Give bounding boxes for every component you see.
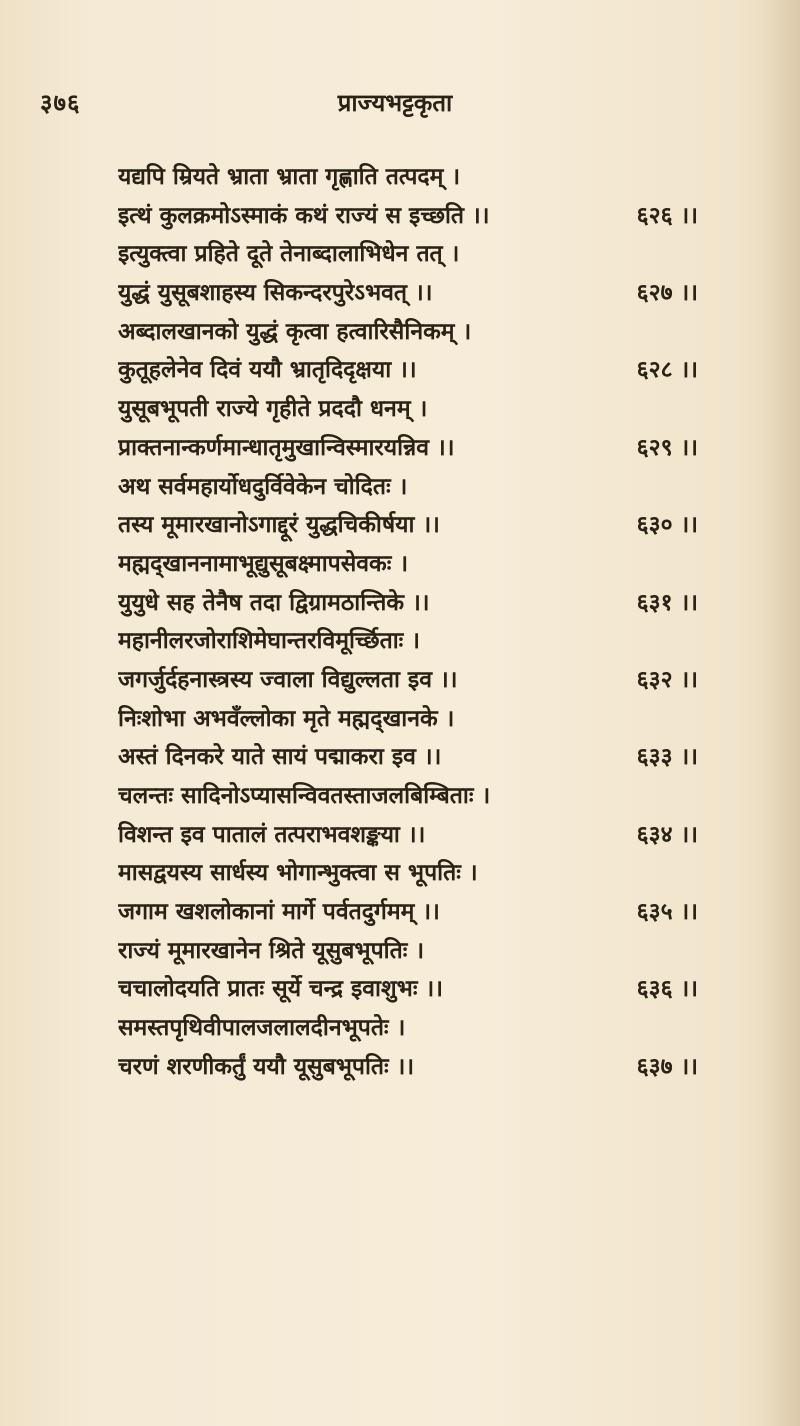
verse-number: ६३६ ।। [636, 975, 698, 1003]
verse-line [118, 970, 698, 1009]
verse-line [118, 854, 698, 893]
verse-line [118, 622, 698, 661]
verse-text: चचालोदयति प्रातः सूर्ये चन्द्र इवाशुभः ।। [118, 975, 443, 1003]
verse-text: युयुधे सह तेनैष तदा द्विग्रामठान्तिके ।। [118, 588, 430, 616]
verse-number: ६३० ।। [636, 511, 698, 539]
verse-text: अथ सर्वमहार्योधदुर्विवेकेन चोदितः । [118, 472, 408, 500]
verse-text: समस्तपृथिवीपालजलालदीनभूपतेः । [118, 1014, 406, 1042]
verse-text: महानीलरजोराशिमेघान्तरविमूर्च्छिताः । [118, 627, 421, 655]
verse-text: चलन्तः सादिनोऽप्यासन्विवतस्ताजलबिम्बिताः । [118, 782, 491, 809]
verse-line [118, 429, 698, 468]
verse-line [118, 545, 698, 584]
verse-text: विशन्त इव पातालं तत्पराभवशङ्कया ।। [118, 820, 426, 848]
verse-line [118, 777, 698, 816]
verse-line [118, 313, 698, 352]
verse-number: ६३५ ।। [636, 898, 698, 926]
page-header [40, 86, 750, 126]
verse-line [118, 197, 698, 236]
verse-line [118, 158, 698, 197]
verse-line [118, 1009, 698, 1048]
verse-text: इत्युक्त्वा प्रहिते दूते तेनाब्दालाभिधेन तत् । [118, 240, 460, 268]
verse-text: प्राक्तनान्कर्णमान्धातृमुखान्विस्मारयन्निव ।। [118, 433, 455, 461]
verse-number: ६३४ ।। [636, 820, 698, 848]
verse-line [118, 584, 698, 623]
verse-text: अब्दालखानको युद्धं कृत्वा हत्वारिसैनिकम् । [118, 317, 472, 345]
verse-line [118, 932, 698, 971]
verse-line [118, 506, 698, 545]
verse-line [118, 274, 698, 313]
verse-number: ६२७ ।। [636, 279, 698, 307]
verse-line [118, 700, 698, 739]
verse-number: ६३३ ।। [636, 743, 698, 771]
verse-text: मासद्वयस्य सार्धस्य भोगान्भुक्त्वा स भूपतिः । [118, 859, 478, 887]
verse-number: ६२६ ।। [636, 201, 698, 229]
verse-line [118, 893, 698, 932]
verse-line [118, 390, 698, 429]
verse-text: राज्यं मूमारखानेन श्रिते यूसुबभूपतिः । [118, 936, 425, 964]
running-title: प्राज्यभट्टकृता [337, 88, 453, 117]
verse-line [118, 351, 698, 390]
verse-line [118, 816, 698, 855]
verse-number: ६२८ ।। [636, 356, 698, 384]
verse-text: युद्धं युसूबशाहस्य सिकन्दरपुरेऽभवत् ।। [118, 279, 433, 307]
verse-line [118, 661, 698, 700]
verse-number: ६२९ ।। [636, 433, 698, 461]
verse-line [118, 468, 698, 507]
verse-block [118, 158, 698, 1087]
verse-text: जगाम खशलोकानां मार्गे पर्वतदुर्गमम् ।। [118, 898, 440, 926]
verse-number: ६३७ ।। [636, 1052, 698, 1080]
verse-number: ६३२ ।। [636, 665, 698, 693]
verse-line [118, 235, 698, 274]
verse-line [118, 738, 698, 777]
page-number: ३७६ [40, 88, 81, 117]
verse-text: चरणं शरणीकर्तुं ययौ यूसुबभूपतिः ।। [118, 1052, 415, 1080]
verse-line [118, 1048, 698, 1087]
verse-text: जगर्जुर्दहनास्त्रस्य ज्वाला विद्युल्लता इव ।। [118, 665, 458, 693]
verse-text: मह्मद्खाननामाभूद्युसूबक्ष्मापसेवकः । [118, 549, 409, 577]
page-edge-shadow [762, 0, 800, 1426]
verse-text: यद्यपि म्रियते भ्राता भ्राता गृह्णाति तत्पदम् । [118, 163, 461, 190]
verse-text: अस्तं दिनकरे याते सायं पद्माकरा इव ।। [118, 743, 442, 771]
verse-text: इत्थं कुलक्रमोऽस्माकं कथं राज्यं स इच्छति ।। [118, 201, 490, 229]
verse-text: निःशोभा अभवँल्लोका मृते मह्मद्खानके । [118, 704, 455, 732]
verse-text: कुतूहलेनेव दिवं ययौ भ्रातृदिदृक्षया ।। [118, 356, 417, 384]
verse-text: तस्य मूमारखानोऽगाद्दूरं युद्धचिकीर्षया ।। [118, 511, 440, 539]
verse-number: ६३१ ।। [636, 588, 698, 616]
verse-text: युसूबभूपती राज्ये गृहीते प्रददौ धनम् । [118, 395, 428, 423]
